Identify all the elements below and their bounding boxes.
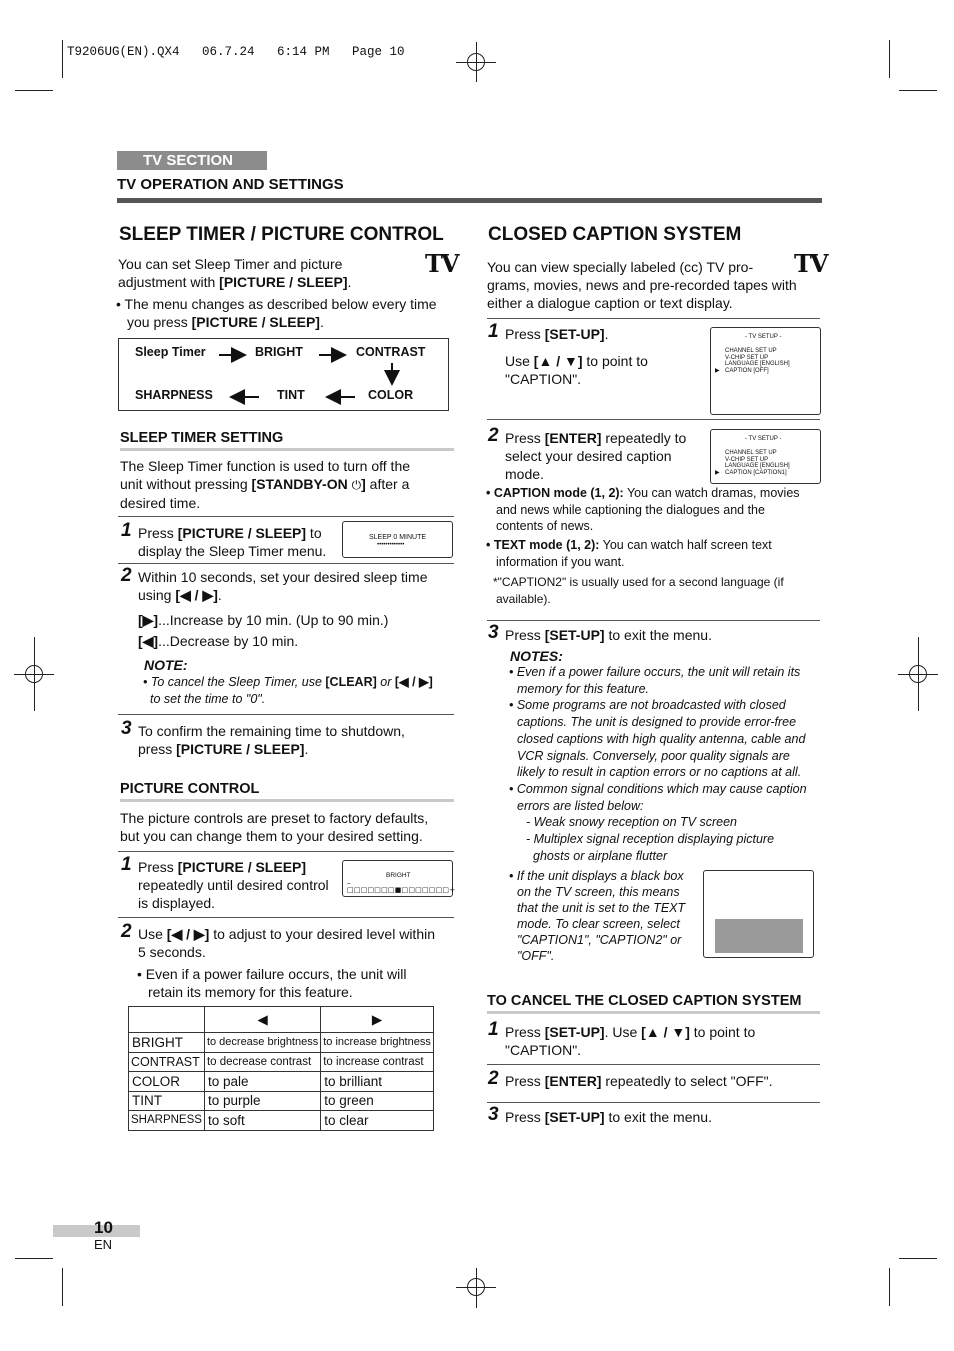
cancel-step-2: Press [ENTER] repeatedly to select "OFF". <box>505 1073 773 1089</box>
left-bullet: • The menu changes as described below every time you press [PICTURE / SLEEP]. <box>116 296 437 330</box>
header-rule <box>117 198 822 203</box>
cc-step-1: Press [SET-UP]. Use [▲ / ▼] to point to "CAPTION". <box>505 326 648 387</box>
table-head-right-icon: ▶ <box>321 1007 434 1033</box>
picture-step-1: Press [PICTURE / SLEEP] repeatedly until desired control is displayed. <box>138 859 329 911</box>
right-title: CLOSED CAPTION SYSTEM <box>487 224 820 246</box>
cc-step-3-number: 3 <box>488 622 499 643</box>
flow-tint: TINT <box>277 388 305 402</box>
picture-step-2: Use [◀ / ▶] to adjust to your desired level within 5 seconds. <box>138 926 436 960</box>
table-row: COLOR to pale to brilliant <box>129 1072 434 1092</box>
black-box-screen <box>703 870 814 958</box>
sleep-timer-body: The Sleep Timer function is used to turn off the unit without pressing [STANDBY-ON ⏻] after a desired time. <box>120 458 411 511</box>
standby-icon: ⏻ <box>351 478 362 492</box>
flow-sleep-timer: Sleep Timer <box>135 345 206 359</box>
page-number: 10 <box>94 1218 113 1237</box>
sleep-note-heading: NOTE: <box>144 657 188 673</box>
table-row: TINT to purple to green <box>129 1091 434 1111</box>
flow-sharpness: SHARPNESS <box>135 388 213 402</box>
table-row: BRIGHT to decrease brightness to increase brightness <box>129 1033 434 1053</box>
sleep-step-1: Press [PICTURE / SLEEP] to display the Sleep Timer menu. <box>138 525 327 559</box>
picture-control-table <box>128 1006 434 1131</box>
left-intro: You can set Sleep Timer and picture adjustment with [PICTURE / SLEEP]. <box>118 256 352 290</box>
cancel-step-3-number: 3 <box>488 1104 499 1125</box>
cancel-step-2-number: 2 <box>488 1068 499 1089</box>
sleep-step-3: To confirm the remaining time to shutdown, press [PICTURE / SLEEP]. <box>138 723 405 757</box>
picture-control-screen: BRIGHT –□□□□□□□■□□□□□□□+ <box>342 860 453 897</box>
sleep-timer-heading: SLEEP TIMER SETTING <box>120 430 454 451</box>
cc-step-1-number: 1 <box>488 321 499 342</box>
tv-logo-icon-right: TV <box>794 249 827 278</box>
sleep-step-2: Within 10 seconds, set your desired sleep time using [◀ / ▶]. <box>138 569 428 603</box>
page-lang: EN <box>94 1237 113 1252</box>
picture-step-1-number: 1 <box>121 854 132 875</box>
sleep-timer-screen: SLEEP 0 MINUTE ••••••••••••• <box>342 521 453 558</box>
table-row: CONTRAST to decrease contrast to increase contrast <box>129 1052 434 1072</box>
picture-step-2-number: 2 <box>121 921 132 942</box>
flow-arrows-icon <box>119 339 450 412</box>
caption-mode-desc: • CAPTION mode (1, 2): You can watch dramas, movies and news while captioning the dialogues and the contents of news. <box>486 486 800 533</box>
cursor-icon: ▶ <box>715 368 720 374</box>
picture-control-body: The picture controls are preset to factory defaults, but you can change them to your desired setting. <box>120 810 429 844</box>
caption2-note: *"CAPTION2" is usually used for a second language (if available). <box>493 575 784 606</box>
cancel-heading: TO CANCEL THE CLOSED CAPTION SYSTEM <box>487 993 820 1014</box>
text-mode-desc: • TEXT mode (1, 2): You can watch half screen text information if you want. <box>486 538 772 569</box>
cc-step-2: Press [ENTER] repeatedly to select your desired caption mode. <box>505 430 687 482</box>
section-tab: TV SECTION <box>117 151 267 170</box>
print-slug: T9206UG(EN).QX4 06.7.24 6:14 PM Page 10 <box>67 45 405 59</box>
sleep-increase: [▶]...Increase by 10 min. (Up to 90 min.) <box>138 612 389 628</box>
tv-setup-screen-2: - TV SETUP - CHANNEL SET UP V-CHIP SET UP LANGUAGE [ENGLISH] CAPTION [CAPTION1] ▶ <box>710 429 821 484</box>
cancel-step-1: Press [SET-UP]. Use [▲ / ▼] to point to "CAPTION". <box>505 1024 756 1058</box>
cancel-step-3: Press [SET-UP] to exit the menu. <box>505 1109 712 1125</box>
cc-step-3: Press [SET-UP] to exit the menu. <box>505 627 712 643</box>
cancel-step-1-number: 1 <box>488 1019 499 1040</box>
sleep-step-1-number: 1 <box>121 520 132 541</box>
flow-color: COLOR <box>368 388 414 402</box>
sleep-decrease: [◀]...Decrease by 10 min. <box>138 633 299 649</box>
flow-contrast: CONTRAST <box>356 345 426 359</box>
picture-bullet: • Even if a power failure occurs, the unit will retain its memory for this feature. <box>137 966 407 1000</box>
text-mode-box <box>715 919 803 953</box>
cc-notes: • Even if a power failure occurs, the unit will retain its memory for this feature. • Some programs are not broadcasted with closed captions. The unit is designed to provide error-free closed captions with high quality antenna, cable and VCR signals. Conversely, poor quality signals are likely to result in caption errors or no captions at all. • Common signal conditions which may cause caption errors are listed below: - Weak snowy reception on TV screen - Multiplex signal reception displaying picture ghosts or airplane flutter <box>509 665 807 863</box>
sleep-note: • To cancel the Sleep Timer, use [CLEAR] or [◀ / ▶] to set the time to "0". <box>143 675 433 706</box>
menu-flow-diagram <box>118 338 449 411</box>
tv-logo-icon: TV <box>425 249 458 278</box>
picture-control-heading: PICTURE CONTROL <box>120 781 454 802</box>
cc-notes-heading: NOTES: <box>510 648 563 664</box>
right-intro: You can view specially labeled (cc) TV pro- grams, movies, news and pre-recorded tapes with either a dialogue caption or text display. <box>487 259 797 311</box>
tv-setup-screen-1: - TV SETUP - CHANNEL SET UP V-CHIP SET UP LANGUAGE [ENGLISH] CAPTION [OFF] ▶ <box>710 327 821 415</box>
sleep-step-2-number: 2 <box>121 565 132 586</box>
table-row: SHARPNESS to soft to clear <box>129 1111 434 1131</box>
black-box-note: • If the unit displays a black box on the TV screen, this means that the unit is set to the TEXT mode. To clear screen, select "CAPTION1", "CAPTION2" or "OFF". <box>509 869 686 963</box>
section-heading: TV OPERATION AND SETTINGS <box>117 176 344 193</box>
table-head-left-icon: ◀ <box>204 1007 320 1033</box>
cursor-icon-2: ▶ <box>715 470 720 476</box>
left-title: SLEEP TIMER / PICTURE CONTROL <box>118 224 452 246</box>
sleep-step-3-number: 3 <box>121 718 132 739</box>
cc-step-2-number: 2 <box>488 425 499 446</box>
flow-bright: BRIGHT <box>255 345 303 359</box>
